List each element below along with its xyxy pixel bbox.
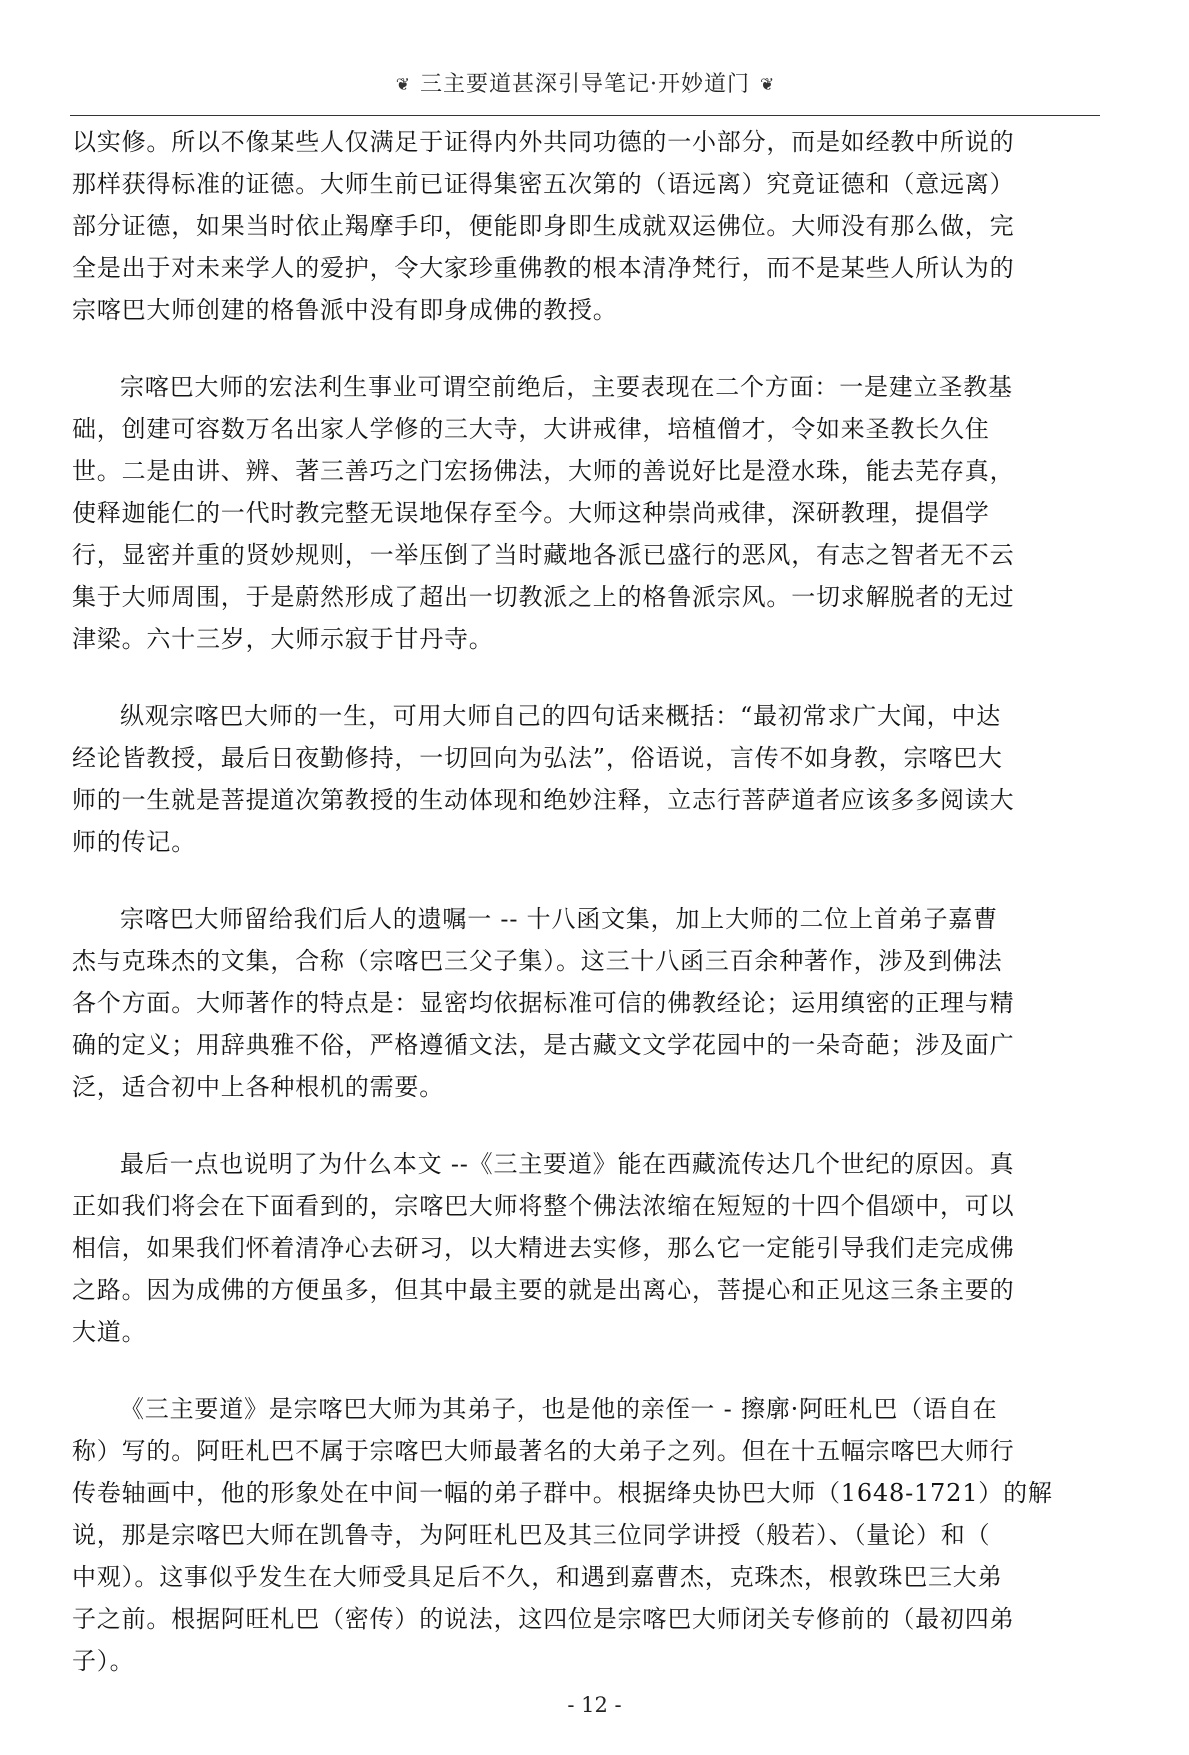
text-line: 相信，如果我们怀着清净心去研习，以大精进去实修，那么它一定能引导我们走完成佛 <box>72 1234 1015 1262</box>
text-line: 使释迦能仁的一代时教完整无误地保存至今。大师这种崇尚戒律，深研教理，提倡学 <box>72 499 990 527</box>
text-line: 泛，适合初中上各种根机的需要。 <box>72 1073 444 1101</box>
header-rule <box>70 115 1100 116</box>
text-line: 传卷轴画中，他的形象处在中间一幅的弟子群中。根据绛央协巴大师（1648-1721）的解 <box>72 1479 1053 1507</box>
text-line: 础，创建可容数万名出家人学修的三大寺，大讲戒律，培植僧才，令如来圣教长久住 <box>72 415 990 443</box>
paragraph-6 <box>72 1388 1098 1682</box>
ornament-right-icon: ❦ <box>760 75 775 95</box>
text-line: 最后一点也说明了为什么本文 --《三主要道》能在西藏流传达几个世纪的原因。真 <box>120 1150 1015 1178</box>
text-line: 杰与克珠杰的文集，合称（宗喀巴三父子集）。这三十八函三百余种著作，涉及到佛法 <box>72 947 1003 975</box>
text-line: 大道。 <box>72 1318 147 1346</box>
text-line: 师的传记。 <box>72 828 196 856</box>
text-line: 以实修。所以不像某些人仅满足于证得内外共同功德的一小部分，而是如经教中所说的 <box>72 128 1015 156</box>
paragraph-3 <box>72 695 1098 863</box>
text-line: 说，那是宗喀巴大师在凯鲁寺，为阿旺札巴及其三位同学讲授（般若）、（量论）和（ <box>72 1521 991 1549</box>
text-line: 部分证德，如果当时依止羯摩手印，便能即身即生成就双运佛位。大师没有那么做，完 <box>72 212 1015 240</box>
text-line: 各个方面。大师著作的特点是：显密均依据标准可信的佛教经论；运用缜密的正理与精 <box>72 989 1015 1017</box>
text-line: 宗喀巴大师创建的格鲁派中没有即身成佛的教授。 <box>72 296 618 324</box>
paragraph-5 <box>72 1143 1098 1353</box>
body-text <box>72 121 1098 1717</box>
ornament-left-icon: ❦ <box>395 75 410 95</box>
text-line: 中观）。这事似乎发生在大师受具足后不久，和遇到嘉曹杰，克珠杰，根敦珠巴三大弟 <box>72 1563 1003 1591</box>
text-line: 集于大师周围，于是蔚然形成了超出一切教派之上的格鲁派宗风。一切求解脱者的无过 <box>72 583 1015 611</box>
running-header <box>70 62 1100 108</box>
text-line: 世。二是由讲、辨、著三善巧之门宏扬佛法，大师的善说好比是澄水珠，能去芜存真， <box>72 457 1015 485</box>
text-line: 宗喀巴大师的宏法利生事业可谓空前绝后，主要表现在二个方面：一是建立圣教基 <box>120 373 1013 401</box>
text-line: 称）写的。阿旺札巴不属于宗喀巴大师最著名的大弟子之列。但在十五幅宗喀巴大师行 <box>72 1437 1015 1465</box>
text-line: 纵观宗喀巴大师的一生，可用大师自己的四句话来概括：“最初常求广大闻，中达 <box>120 702 1002 730</box>
text-line: 《三主要道》是宗喀巴大师为其弟子，也是他的亲侄一 - 擦廓·阿旺札巴（语自在 <box>120 1395 998 1423</box>
text-line: 正如我们将会在下面看到的，宗喀巴大师将整个佛法浓缩在短短的十四个倡颂中，可以 <box>72 1192 1015 1220</box>
text-line: 津梁。六十三岁，大师示寂于甘丹寺。 <box>72 625 494 653</box>
paragraph-1 <box>72 121 1098 331</box>
text-line: 子）。 <box>72 1647 135 1675</box>
paragraph-4 <box>72 898 1098 1108</box>
paragraph-2 <box>72 366 1098 660</box>
text-line: 子之前。根据阿旺札巴（密传）的说法，这四位是宗喀巴大师闭关专修前的（最初四弟 <box>72 1605 1015 1633</box>
text-line: 经论皆教授，最后日夜勤修持，一切回向为弘法”，俗语说，言传不如身教，宗喀巴大 <box>72 744 1003 772</box>
page-number: - 12 - <box>567 1693 622 1717</box>
text-line: 师的一生就是菩提道次第教授的生动体现和绝妙注释，立志行菩萨道者应该多多阅读大 <box>72 786 1015 814</box>
text-line: 之路。因为成佛的方便虽多，但其中最主要的就是出离心，菩提心和正见这三条主要的 <box>72 1276 1015 1304</box>
text-line: 那样获得标准的证德。大师生前已证得集密五次第的（语远离）究竟证德和（意远离） <box>72 170 1015 198</box>
header-title: 三主要道甚深引导笔记·开妙道门 <box>420 72 750 97</box>
text-line: 全是出于对未来学人的爱护，令大家珍重佛教的根本清净梵行，而不是某些人所认为的 <box>72 254 1015 282</box>
text-line: 行，显密并重的贤妙规则，一举压倒了当时藏地各派已盛行的恶风，有志之智者无不云 <box>72 541 1015 569</box>
text-line: 宗喀巴大师留给我们后人的遗嘱一 -- 十八函文集，加上大师的二位上首弟子嘉曹 <box>120 905 998 933</box>
text-line: 确的定义；用辞典雅不俗，严格遵循文法，是古藏文文学花园中的一朵奇葩；涉及面广 <box>72 1031 1015 1059</box>
